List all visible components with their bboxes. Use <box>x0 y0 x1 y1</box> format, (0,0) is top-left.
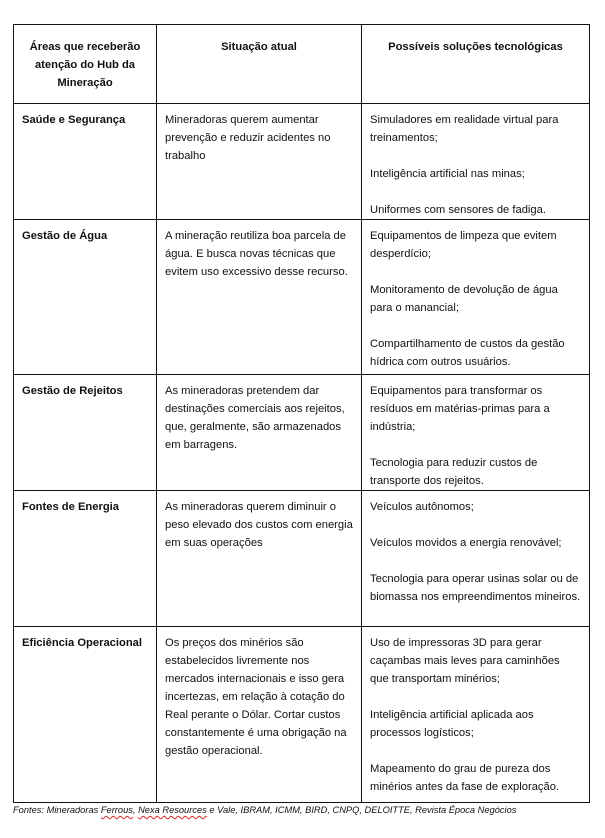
header-areas: Áreas que receberão atenção do Hub da Mineração <box>14 25 157 104</box>
solution-item: Mapeamento do grau de pureza dos minérios antes da fase de exploração. <box>370 763 560 793</box>
table-row-tailings <box>14 375 590 491</box>
solution-item: Equipamentos de limpeza que evitem desperdício; <box>370 230 557 260</box>
table-row-water <box>14 220 590 375</box>
solutions-cell <box>362 627 590 803</box>
solution-item: Inteligência artificial nas minas; <box>370 168 525 180</box>
situation-cell: As mineradoras querem diminuir o peso elevado dos custos com energia em suas operações <box>157 491 362 627</box>
solution-item: Simuladores em realidade virtual para treinamentos; <box>370 114 559 144</box>
solution-item: Compartilhamento de custos da gestão hídrica com outros usuários. <box>370 338 565 368</box>
solution-item: Uso de impressoras 3D para gerar caçambas mais leves para caminhões que transportam minérios; <box>370 637 560 685</box>
footnote-nexa: Nexa Resources <box>138 805 207 815</box>
solution-item: Tecnologia para reduzir custos de transporte dos rejeitos. <box>370 457 538 487</box>
solution-item: Veículos autônomos; <box>370 501 474 513</box>
footnote-ferrous: Ferrous <box>100 805 133 815</box>
situation-cell: Mineradoras querem aumentar prevenção e reduzir acidentes no trabalho <box>157 104 362 220</box>
situation-cell: A mineração reutiliza boa parcela de água. E busca novas técnicas que evitem uso excessivo desse recurso. <box>157 220 362 375</box>
solution-item: Veículos movidos a energia renovável; <box>370 537 562 549</box>
solutions-cell <box>362 491 590 627</box>
situation-cell: As mineradoras pretendem dar destinações comerciais aos rejeitos, que, geralmente, são armazenados em barragens. <box>157 375 362 491</box>
table-row-health-safety <box>14 104 590 220</box>
table-row-energy <box>14 491 590 627</box>
table-row-operational-efficiency <box>14 627 590 803</box>
area-cell: Gestão de Água <box>14 220 157 375</box>
solution-item: Equipamentos para transformar os resíduos em matérias-primas para a indústria; <box>370 385 550 433</box>
solution-item: Uniformes com sensores de fadiga. <box>370 204 546 216</box>
solution-item: Monitoramento de devolução de água para o manancial; <box>370 284 558 314</box>
area-cell: Eficiência Operacional <box>14 627 157 803</box>
footnote-prefix: Fontes: Mineradoras <box>13 805 101 815</box>
solutions-cell <box>362 375 590 491</box>
solution-item: Tecnologia para operar usinas solar ou de biomassa nos empreendimentos mineiros. <box>370 573 581 603</box>
footnote-comma: , <box>132 805 139 815</box>
area-cell: Fontes de Energia <box>14 491 157 627</box>
solution-item: Inteligência artificial aplicada aos processos logísticos; <box>370 709 534 739</box>
mining-hub-table <box>13 24 590 803</box>
area-cell: Saúde e Segurança <box>14 104 157 220</box>
header-row <box>14 25 590 104</box>
area-cell: Gestão de Rejeitos <box>14 375 157 491</box>
solutions-cell <box>362 220 590 375</box>
sources-footnote <box>13 803 593 817</box>
header-situation: Situação atual <box>157 25 362 104</box>
footnote-rest: e Vale, IBRAM, ICMM, BIRD, CNPQ, DELOITTE, Revista Época Negócios <box>206 805 517 815</box>
situation-cell: Os preços dos minérios são estabelecidos livremente nos mercados internacionais e isso gera incertezas, em relação à cotação do Real perante o Dólar. Cortar custos constantemente é uma obrigação na gestão operacional. <box>157 627 362 803</box>
header-solutions: Possíveis soluções tecnológicas <box>362 25 590 104</box>
solutions-cell <box>362 104 590 220</box>
